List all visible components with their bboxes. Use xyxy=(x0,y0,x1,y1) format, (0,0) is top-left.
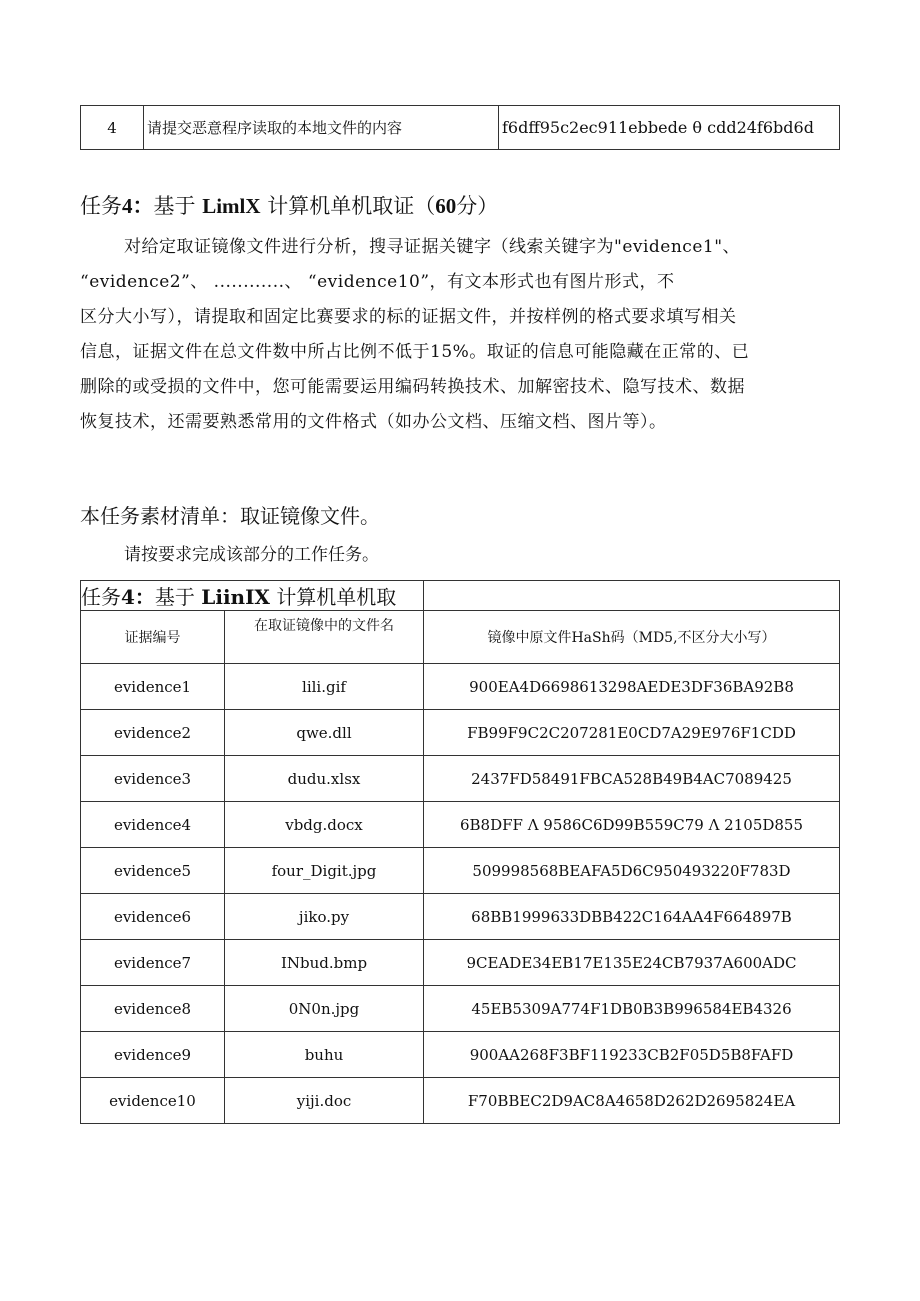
answer-table xyxy=(80,105,840,150)
table-title xyxy=(81,581,424,611)
paragraph-line: “evidence2”、 ............、 “evidence10”，有文本形式也有图片形式，不 xyxy=(80,272,675,292)
filename-cell: jiko.py xyxy=(225,894,424,940)
title-text: 任务 xyxy=(81,585,121,609)
row-number: 4 xyxy=(81,106,144,150)
heading-text: 分） xyxy=(456,194,499,218)
filename-cell: vbdg.docx xyxy=(225,802,424,848)
table-row xyxy=(81,1078,840,1124)
materials-heading: 本任务素材清单：取证镜像文件。 xyxy=(80,504,380,528)
hash-cell: F70BBEC2D9AC8A4658D262D2695824EA xyxy=(424,1078,840,1124)
filename-cell: INbud.bmp xyxy=(225,940,424,986)
paragraph-line: 信息，证据文件在总文件数中所占比例不低于15%。取证的信息可能隐藏在正常的、已 xyxy=(80,342,750,362)
evidence-id-cell: evidence9 xyxy=(81,1032,225,1078)
title-text: 基于 xyxy=(154,585,195,609)
evidence-id-cell: evidence1 xyxy=(81,664,225,710)
table-row xyxy=(81,756,840,802)
evidence-id-cell: evidence7 xyxy=(81,940,225,986)
answer-cell: f6dff95c2ec911ebbede θ cdd24f6bd6d xyxy=(499,106,840,150)
title-os: LiinIX xyxy=(201,585,270,609)
paragraph-line: 删除的或受损的文件中，您可能需要运用编码转换技术、加解密技术、隐写技术、数据 xyxy=(80,377,745,397)
header-evidence-id: 证据编号 xyxy=(81,611,225,664)
hash-cell: 509998568BEAFA5D6C950493220F783D xyxy=(424,848,840,894)
evidence-id-cell: evidence4 xyxy=(81,802,225,848)
table-header-row xyxy=(81,611,840,664)
table-title-row xyxy=(81,581,840,611)
filename-cell: dudu.xlsx xyxy=(225,756,424,802)
question-cell: 请提交恶意程序读取的本地文件的内容 xyxy=(144,106,499,150)
evidence-id-cell: evidence3 xyxy=(81,756,225,802)
filename-cell: qwe.dll xyxy=(225,710,424,756)
hash-cell: 45EB5309A774F1DB0B3B996584EB4326 xyxy=(424,986,840,1032)
evidence-id-cell: evidence8 xyxy=(81,986,225,1032)
table-row xyxy=(81,802,840,848)
filename-cell: four_Digit.jpg xyxy=(225,848,424,894)
instruction-text: 请按要求完成该部分的工作任务。 xyxy=(124,545,379,565)
filename-cell: 0N0n.jpg xyxy=(225,986,424,1032)
hash-cell: FB99F9C2C207281E0CD7A29E976F1CDD xyxy=(424,710,840,756)
task-description xyxy=(80,230,842,440)
heading-text: 计算机单机取证（ xyxy=(267,194,436,218)
evidence-id-cell: evidence5 xyxy=(81,848,225,894)
table-row xyxy=(81,710,840,756)
hash-cell: 900EA4D6698613298AEDE3DF36BA92B8 xyxy=(424,664,840,710)
task-heading xyxy=(80,190,498,220)
evidence-id-cell: evidence6 xyxy=(81,894,225,940)
hash-cell: 9CEADE34EB17E135E24CB7937A600ADC xyxy=(424,940,840,986)
table-row xyxy=(81,664,840,710)
filename-cell: lili.gif xyxy=(225,664,424,710)
hash-cell: 900AA268F3BF119233CB2F05D5B8FAFD xyxy=(424,1032,840,1078)
heading-score: 60 xyxy=(435,194,457,218)
filename-cell: yiji.doc xyxy=(225,1078,424,1124)
table-row xyxy=(81,894,840,940)
heading-os: LimlX xyxy=(202,194,261,218)
table-row xyxy=(81,986,840,1032)
evidence-id-cell: evidence10 xyxy=(81,1078,225,1124)
table-row xyxy=(81,1032,840,1078)
table-title-empty xyxy=(424,581,840,611)
heading-text: 任务 xyxy=(80,194,122,218)
paragraph-line: 区分大小写），请提取和固定比赛要求的标的证据文件，并按样例的格式要求填写相关 xyxy=(80,307,737,327)
table-row xyxy=(81,106,840,150)
table-row xyxy=(81,940,840,986)
hash-cell: 68BB1999633DBB422C164AA4F664897B xyxy=(424,894,840,940)
header-filename: 在取证镜像中的文件名 xyxy=(225,611,424,664)
hash-cell: 6B8DFF Λ 9586C6D99B559C79 Λ 2105D855 xyxy=(424,802,840,848)
table-row xyxy=(81,848,840,894)
header-hash: 镜像中原文件HaSh码（MD5,不区分大小写） xyxy=(424,611,840,664)
heading-text: 基于 xyxy=(153,194,196,218)
title-text: 计算机单机取 xyxy=(276,585,397,609)
filename-cell: buhu xyxy=(225,1032,424,1078)
heading-num: 4： xyxy=(122,194,154,218)
paragraph-line: 对给定取证镜像文件进行分析，搜寻证据关键字（线索关键字为"evidence1"、 xyxy=(124,237,741,257)
title-num: 4： xyxy=(121,585,155,609)
paragraph-line: 恢复技术，还需要熟悉常用的文件格式（如办公文档、压缩文档、图片等）。 xyxy=(80,412,667,432)
evidence-table xyxy=(80,580,840,1124)
evidence-id-cell: evidence2 xyxy=(81,710,225,756)
hash-cell: 2437FD58491FBCA528B49B4AC7089425 xyxy=(424,756,840,802)
